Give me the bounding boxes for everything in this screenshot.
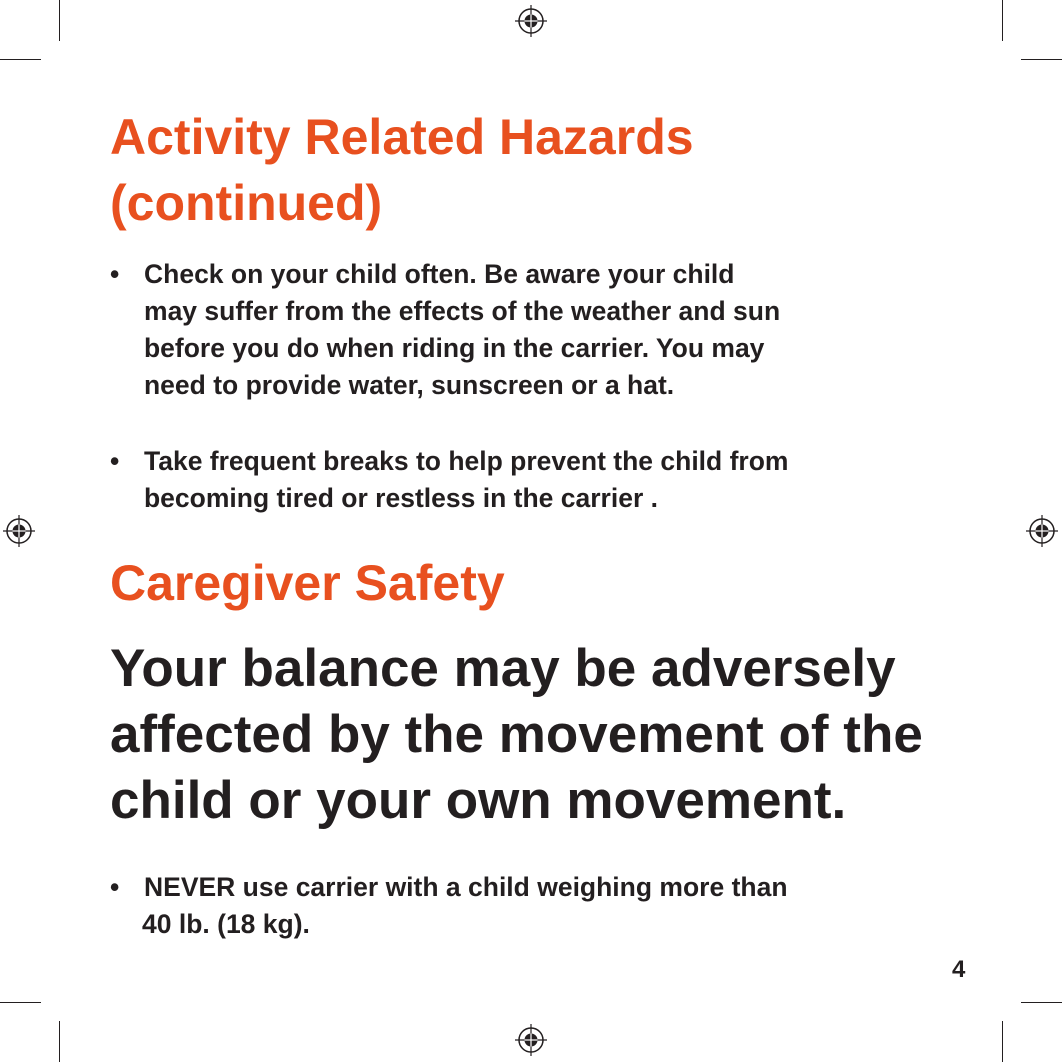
- text-line: need to provide water, sunscreen or a hat.: [144, 370, 675, 400]
- bullet-text: [144, 869, 930, 943]
- text-line: NEVER use carrier with a child weighing more than: [144, 872, 788, 902]
- text-line: Check on your child often. Be aware your child: [144, 259, 735, 289]
- text-line: before you do when riding in the carrier. You may: [144, 333, 765, 363]
- crop-mark-bottom-right-vertical: [1002, 1021, 1003, 1062]
- text-line: may suffer from the effects of the weather and sun: [144, 296, 781, 326]
- text-line: becoming tired or restless in the carrier .: [144, 483, 658, 513]
- crop-mark-top-left-horizontal: [0, 59, 41, 60]
- heading-line: (continued): [110, 175, 383, 231]
- bullet-marker: •: [110, 446, 120, 476]
- bullet-item-take-breaks: [110, 443, 930, 517]
- balance-warning: [110, 636, 1010, 834]
- text-line: 40 lb. (18 kg).: [142, 909, 310, 939]
- warning-line: child or your own movement.: [110, 771, 847, 830]
- crop-mark-bottom-left-vertical: [59, 1021, 60, 1062]
- bullet-text: [144, 443, 930, 517]
- crop-mark-top-right-vertical: [1002, 0, 1003, 41]
- crop-mark-bottom-right-horizontal: [1021, 1002, 1062, 1003]
- bullet-item-weight-limit: [110, 869, 930, 943]
- registration-mark-icon: [515, 1024, 547, 1056]
- bullet-item-check-child: [110, 256, 930, 404]
- warning-line: Your balance may be adversely: [110, 639, 896, 698]
- text-line: Take frequent breaks to help prevent the child from: [144, 446, 789, 476]
- crop-mark-top-right-horizontal: [1021, 59, 1062, 60]
- heading-line: Activity Related Hazards: [110, 109, 694, 165]
- registration-mark-icon: [515, 5, 547, 37]
- crop-mark-top-left-vertical: [59, 0, 60, 41]
- registration-mark-icon: [3, 515, 35, 547]
- registration-mark-icon: [1026, 515, 1058, 547]
- warning-line: affected by the movement of the: [110, 705, 923, 764]
- section-heading-caregiver-safety: Caregiver Safety: [110, 555, 505, 611]
- section-heading-activity-hazards: [110, 104, 990, 236]
- bullet-marker: •: [110, 259, 120, 289]
- page-number: 4: [952, 956, 966, 983]
- crop-mark-bottom-left-horizontal: [0, 1002, 41, 1003]
- bullet-text: [144, 256, 930, 404]
- bullet-marker: •: [110, 872, 120, 902]
